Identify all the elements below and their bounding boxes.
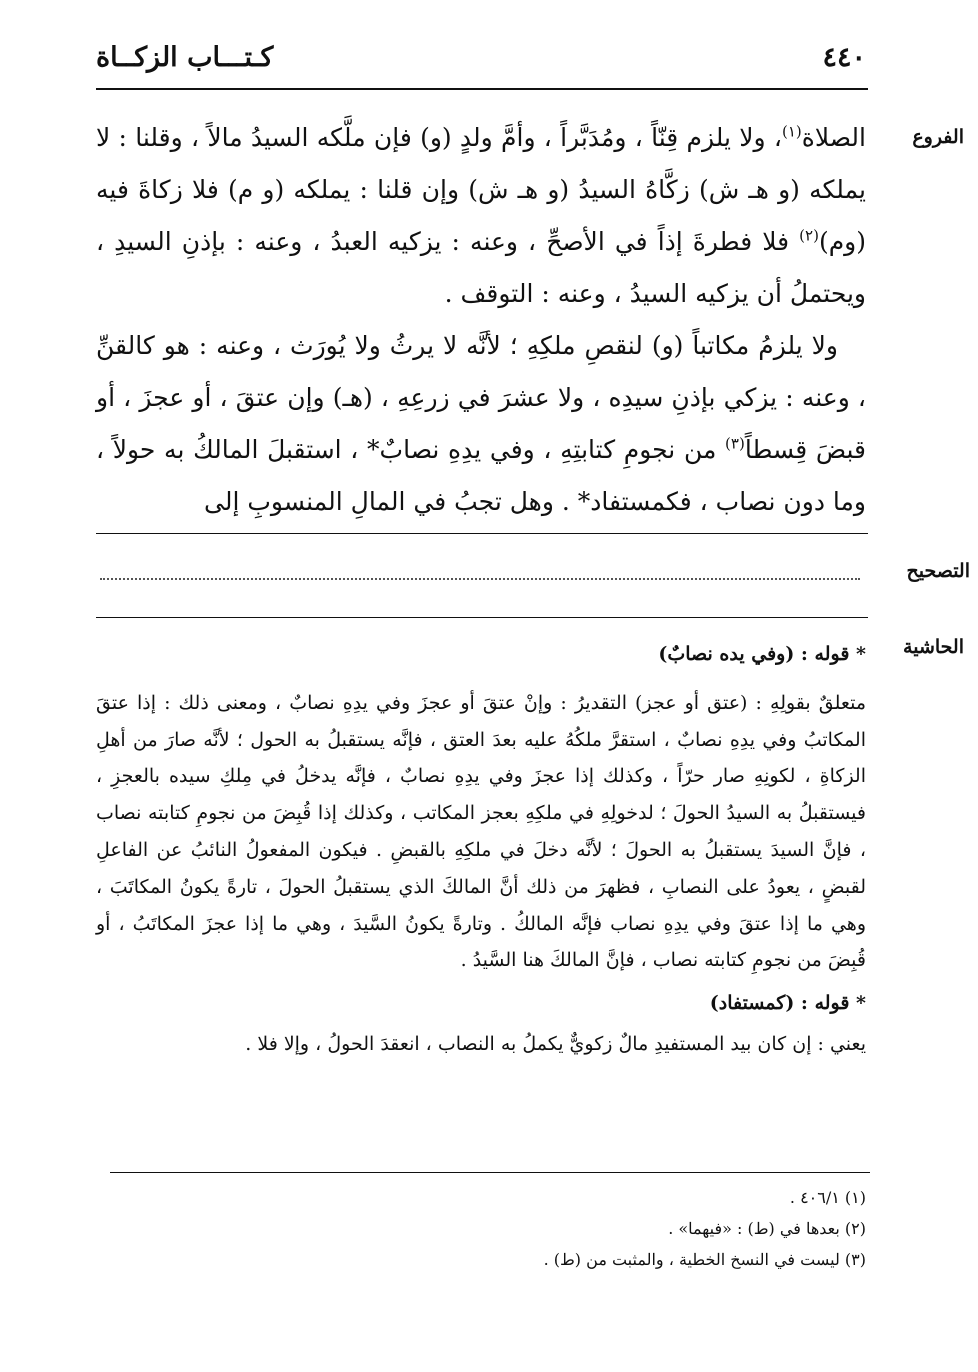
page-header — [96, 38, 866, 86]
main-text-bottom-rule — [96, 533, 868, 534]
book-title: كـتـــاب الزكــاة — [96, 42, 274, 73]
main-text-segment: ولا يلزمُ مكاتباً (و) لنقصِ ملكِهِ ؛ لأنَّه لا يرثُ ولا يُورَث ، وعنه : هو كالقنِّ ، وعنه : يزكي بإذنِ سيدِه ، ولا عشرَ في زرعِهِ ، (هـ) وإن عتقَ ، أو عجزَ ، أو قبضَ قِسطاً — [96, 331, 867, 464]
margin-label-tashih: التصحيح — [906, 560, 970, 582]
main-paragraph-1 — [96, 112, 866, 320]
page-number: ٤٤٠ — [822, 42, 866, 73]
footnote-2: (٢) بعدها في (ط) : «فيهما» . — [668, 1219, 866, 1238]
hashiya-body-1: متعلقٌ بقولِهِ : (عتق أو عجز) التقديرُ : وإنْ عتقَ أو عجزَ وفي يدِهِ نصابٌ ، ومعنى ذلك : إذا عتقَ المكاتبُ وفي يدِهِ نصابٌ ، استقرَّ ملكُهُ عليه بعدَ العتق ، فإنَّه يستقبلُ به الحول ؛ لأنَّه صارَ من أهلِ الزكاةِ ، لكونِهِ صار حرّاً ، وكذلك إذا عجزَ وفي يدِهِ نصابٌ ، فإنَّه يدخلُ في مِلكِ سيده بالعجزِ ، فيستقبلُ به السيدُ الحولَ ؛ لدخولِهِ في ملكِهِ بعجز المكاتب ، وكذلك إذا قُبِضَ من نجومِ كتابته نصاب ، فإنَّ السيدَ يستقبلُ به الحولَ ؛ لأنَّه دخلَ في ملكِهِ بالقبضِ . فيكون المفعولُ النائبُ عن الفاعلِ لقبضٍ ، يعودُ على النصابِ ، فظهرَ من ذلك أنَّ المالكَ الذي يستقبلُ الحولَ ، تارةً يكونُ المكاتَبَ ، وهي ما إذا عتقَ وفي يدِهِ نصاب فإنَّه المالكُ . وتارةً يكونُ السَّيدَ ، وهي ما إذا عجزَ المكاتَبُ ، أو قُبِضَ من نجومِ كتابته نصاب ، فإنَّ المالكَ هنا السَّيدُ . — [96, 691, 866, 972]
hashiya-body-2: يعني : إن كان بيد المستفيدِ مالٌ زكويٌّ يكملُ به النصاب ، انعقدَ الحولُ ، وإلا فلا . — [245, 1032, 866, 1055]
footnotes-rule — [110, 1172, 870, 1173]
hashiya-section — [96, 636, 866, 1063]
footnote-3: (٣) ليست في النسخ الخطية ، والمثبت من (ط) . — [543, 1250, 866, 1269]
footnote-1: (١) ٤٠٦/١ . — [789, 1188, 866, 1207]
main-text-segment: فلا فطرةَ إذاً في الأصحِّ ، وعنه : يزكيه العبدُ ، وعنه : بإذنِ السيدِ ، ويحتملُ أن يزكيه السيدُ ، وعنه : التوقف . — [96, 227, 866, 308]
footnote-ref-2: (٢) — [799, 226, 819, 245]
footnotes — [96, 1182, 866, 1275]
main-text-segment: الصلاة — [801, 123, 866, 152]
hashiya-heading-1: * قوله : (وفي يده نصابٌ) — [658, 643, 866, 665]
hashiya-top-rule — [96, 617, 868, 618]
hashiya-heading-2: * قوله : (كمستفاد) — [709, 992, 866, 1015]
footnote-ref-1: (١) — [781, 122, 802, 141]
main-paragraph-2 — [96, 320, 866, 528]
footnote-ref-3: (٣) — [725, 434, 745, 453]
margin-label-hashiya: الحاشية — [903, 636, 964, 658]
main-text-segment: من نجومِ كتابتِهِ ، وفي يدِهِ نصابٌ* ، استقبلَ المالكُ به حولاً ، وما دون نصاب ، فكمستفاد* . وهل تجبُ في المالِ المنسوبِ إلى — [96, 435, 866, 516]
tashih-dotted-line — [100, 578, 860, 580]
margin-label-furu: الفروع — [912, 126, 964, 148]
main-text — [96, 112, 866, 528]
main-text-segment: ، ولا يلزم قِنّاً ، ومُدَبَّراً ، وأمَّ ولدٍ (و) فإن ملَّكه السيدُ مالاً ، وقلنا : لا يملكه (و هـ ش) زكَّاهُ السيدُ (و هـ ش) وإن قلنا : يملكه (و م) فلا زكاةَ فيه (وم) — [96, 123, 866, 256]
header-rule — [96, 88, 868, 90]
